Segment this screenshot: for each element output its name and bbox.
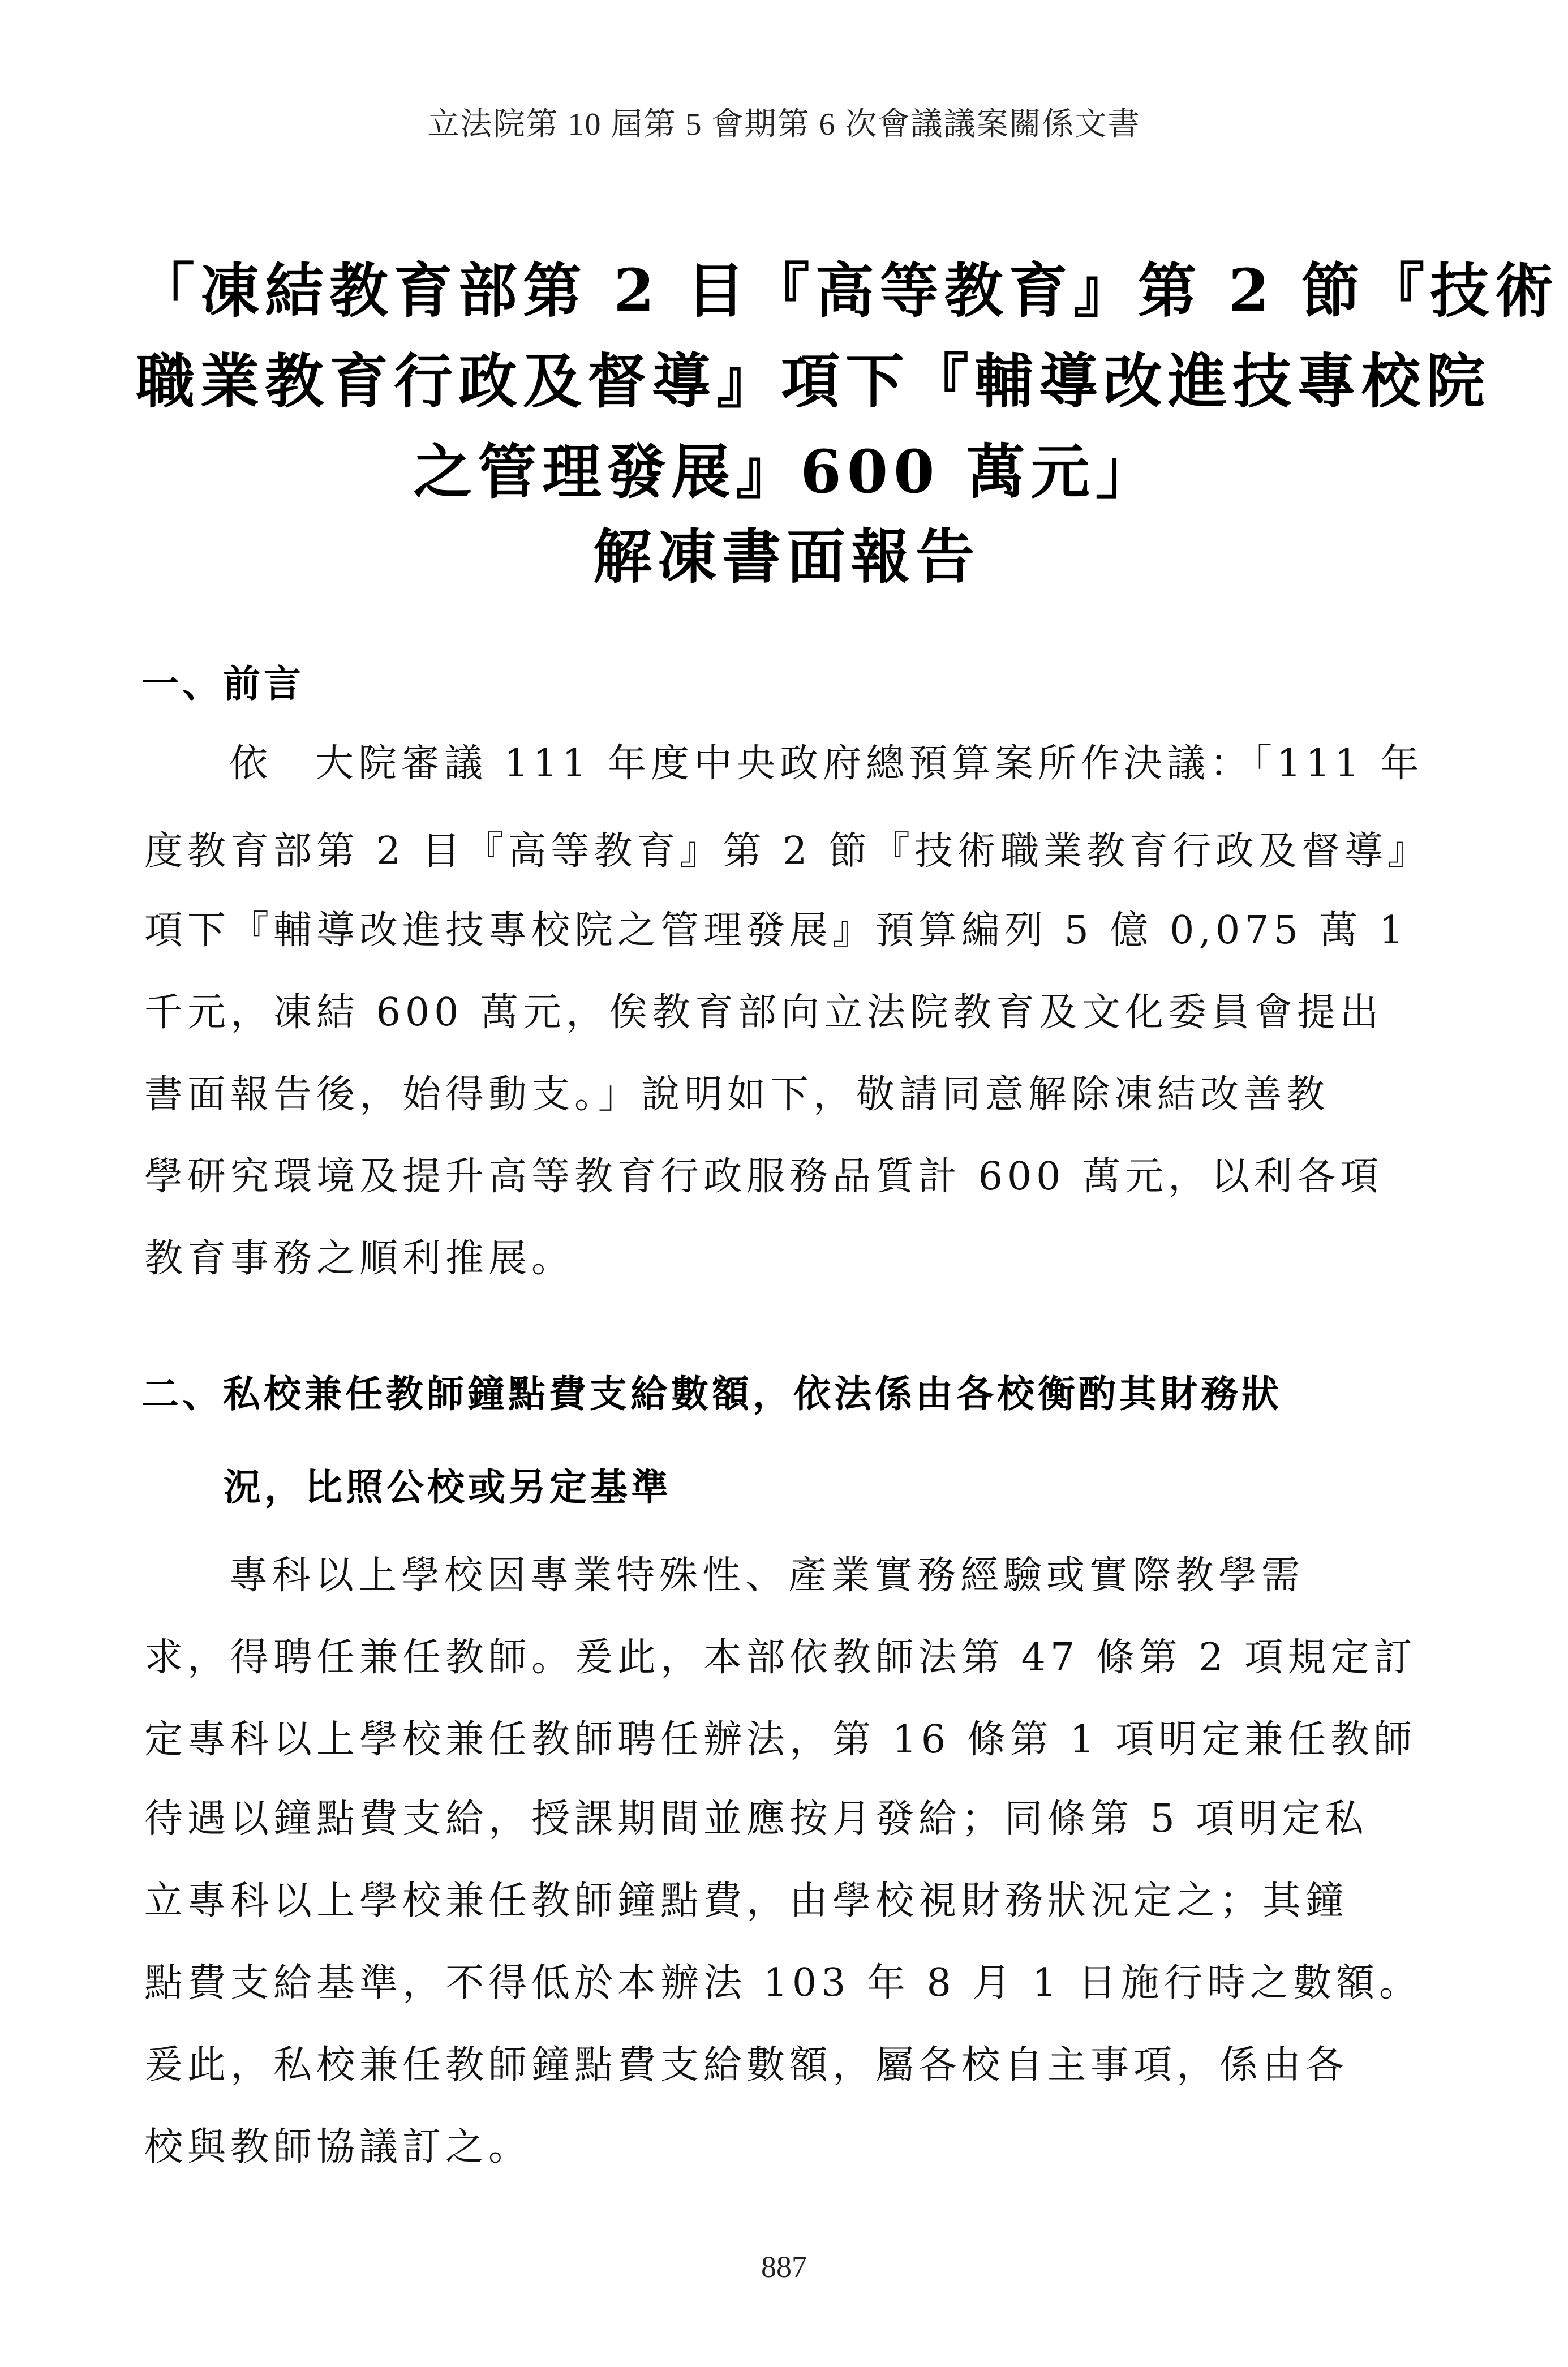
title-line-1: 「凍結教育部第 2 目『高等教育』第 2 節『技術 [136, 256, 1560, 325]
section-2-line-8: 校與教師協議訂之。 [144, 2125, 532, 2170]
section-1-line-4: 千元，凍結 600 萬元，俟教育部向立法院教育及文化委員會提出 [144, 990, 1384, 1035]
section-1-line-2: 度教育部第 2 目『高等教育』第 2 節『技術職業教育行政及督導』 [144, 829, 1430, 874]
section-1-line-6: 學研究環境及提升高等教育行政服務品質計 600 萬元，以利各項 [144, 1154, 1384, 1199]
section-1-line-5: 書面報告後，始得動支。」說明如下，敬請同意解除凍結改善教 [144, 1072, 1330, 1117]
section-2-line-1: 專科以上學校因專業特殊性、產業實務經驗或實際教學需 [229, 1553, 1305, 1598]
section-2-line-7: 爰此，私校兼任教師鐘點費支給數額，屬各校自主事項，係由各 [144, 2043, 1349, 2087]
section-2-heading-line-1: 二、私校兼任教師鐘點費支給數額，依法係由各校衡酌其財務狀 [141, 1372, 1282, 1416]
section-1-line-7: 教育事務之順利推展。 [144, 1236, 575, 1281]
section-2-line-2: 求，得聘任兼任教師。爰此，本部依教師法第 47 條第 2 項規定訂 [144, 1635, 1417, 1680]
section-1-line-3: 項下『輔導改進技專校院之管理發展』預算編列 5 億 0,075 萬 1 [144, 908, 1408, 953]
section-1-line-1: 依 大院審議 111 年度中央政府總預算案所作決議：「111 年 [229, 741, 1424, 786]
document-header: 立法院第 10 屆第 5 會期第 6 次會議議案關係文書 [427, 107, 1141, 142]
section-2-line-5: 立專科以上學校兼任教師鐘點費，由學校視財務狀況定之；其鐘 [144, 1879, 1349, 1923]
section-1-heading: 一、前言 [141, 661, 304, 706]
section-2-heading-line-2: 況，比照公校或另定基準 [224, 1465, 672, 1509]
page-number: 887 [761, 2250, 807, 2284]
title-line-2: 職業教育行政及督導』項下『輔導改進技專校院 [136, 346, 1491, 416]
section-2-line-6: 點費支給基準，不得低於本辦法 103 年 8 月 1 日施行時之數額。 [144, 1961, 1423, 2005]
title-line-4: 解凍書面報告 [592, 522, 980, 591]
section-2-line-3: 定專科以上學校兼任教師聘任辦法，第 16 條第 1 項明定兼任教師 [144, 1717, 1417, 1762]
section-2-line-4: 待遇以鐘點費支給，授課期間並應按月發給；同條第 5 項明定私 [144, 1797, 1368, 1841]
title-line-3: 之管理發展』600 萬元」 [413, 437, 1160, 506]
